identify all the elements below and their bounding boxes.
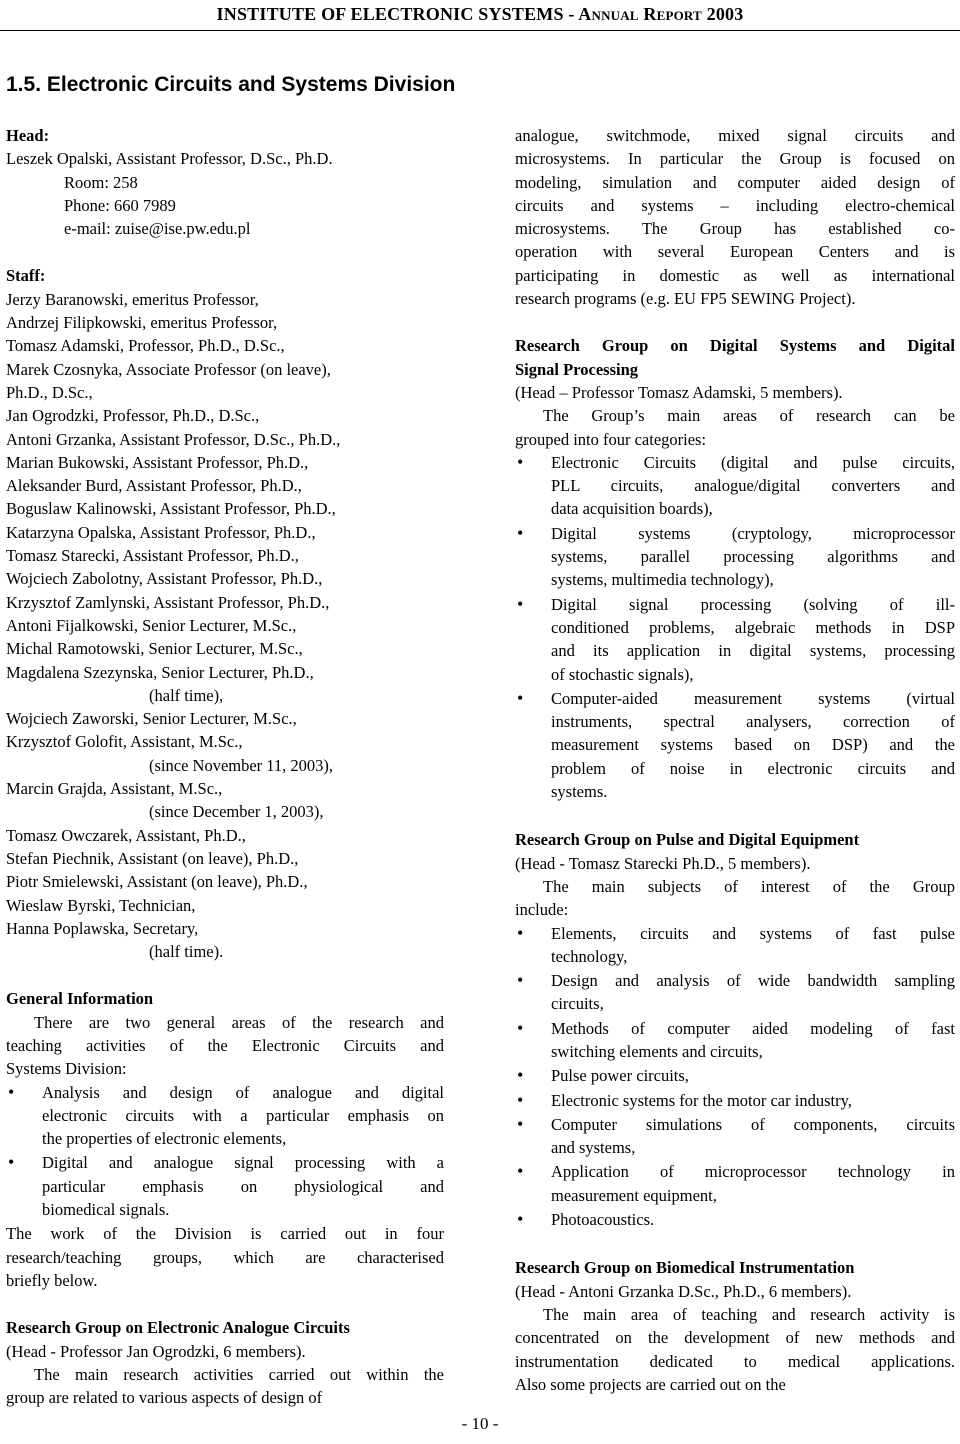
bullet-item	[515, 593, 955, 686]
biomedical-group-text	[515, 1303, 955, 1396]
bullet-item-text: and systems,	[551, 1138, 636, 1158]
staff-line: Krzysztof Golofit, Assistant, M.Sc.,	[6, 732, 243, 752]
staff-line: Antoni Fijalkowski, Senior Lecturer, M.Sc.,	[6, 615, 297, 635]
staff-line: Andrzej Filipkowski, emeritus Professor,	[6, 313, 278, 333]
staff-line: (half time),	[149, 685, 224, 705]
bullet-item-text: circuits,	[551, 994, 604, 1014]
bullet-item	[515, 1089, 955, 1112]
staff-label: Staff:	[6, 266, 46, 286]
digital-intro-line: grouped into four categories:	[515, 429, 707, 449]
staff-line: Piotr Smielewski, Assistant (on leave), Ph.D.,	[6, 872, 308, 892]
biomedical-group-head: (Head - Antoni Grzanka D.Sc., Ph.D., 6 members).	[515, 1281, 852, 1301]
section-title: 1.5. Electronic Circuits and Systems Division	[6, 73, 456, 96]
staff-line: Michal Ramotowski, Senior Lecturer, M.Sc.,	[6, 639, 303, 659]
bullet-item	[6, 1081, 444, 1151]
analogue-group-head: (Head - Professor Jan Ogrodzki, 6 members).	[6, 1341, 306, 1361]
biomedical-text-line: The main area of teaching and research activity is	[543, 1304, 955, 1324]
bullet-item	[515, 922, 955, 969]
digital-group-head: (Head – Professor Tomasz Adamski, 5 members).	[515, 382, 843, 402]
analogue-group-text	[6, 1363, 444, 1410]
staff-line: Antoni Grzanka, Assistant Professor, D.Sc., Ph.D.,	[6, 429, 341, 449]
right-column	[515, 124, 955, 1396]
staff-line: Wojciech Zabolotny, Assistant Professor, Ph.D.,	[6, 569, 323, 589]
general-outro-line: research/teaching groups, which are characterised	[6, 1247, 444, 1267]
analogue-continued-line: modeling, simulation and computer aided design of	[515, 172, 955, 192]
pulse-intro-line: The main subjects of interest of the Group	[543, 876, 955, 896]
bullet-item	[515, 969, 955, 1016]
staff-line: (since November 11, 2003),	[149, 755, 334, 775]
bullet-item-text: particular emphasis on physiological and	[42, 1176, 444, 1196]
bullet-item-text: systems, parallel processing algorithms and	[551, 547, 955, 567]
general-outro	[6, 1222, 444, 1292]
analogue-continued-line: microsystems. In particular the Group is focused on	[515, 149, 955, 169]
analogue-text-line: group are related to various aspects of design of	[6, 1388, 323, 1408]
bullet-item-text: technology,	[551, 946, 628, 966]
digital-bullet-list	[515, 451, 955, 803]
bullet-item	[515, 451, 955, 521]
bullet-item	[515, 1208, 955, 1231]
bullet-item-text: systems.	[551, 782, 608, 802]
analogue-group-text-continued	[515, 124, 955, 310]
analogue-text-line: The main research activities carried out within the	[34, 1364, 444, 1384]
bullet-item-text: problem of noise in electronic circuits and	[551, 758, 955, 778]
pulse-group-head: (Head - Tomasz Starecki Ph.D., 5 members).	[515, 853, 811, 873]
head-email[interactable]: e-mail: zuise@ise.pw.edu.pl	[64, 219, 251, 239]
bullet-item-text: • Design and analysis of wide bandwidth sampling	[551, 971, 955, 991]
staff-line: Wojciech Zaworski, Senior Lecturer, M.Sc.,	[6, 709, 297, 729]
general-outro-line: briefly below.	[6, 1270, 98, 1290]
bullet-item-text: • Elements, circuits and systems of fast pulse	[551, 923, 955, 943]
bullet-item-text: • Photoacoustics.	[551, 1210, 655, 1230]
general-intro-line: teaching activities of the Electronic Circuits and	[6, 1035, 444, 1055]
bullet-item-text: and its application in digital systems, processing	[551, 641, 955, 661]
bullet-item-text: • Electronic systems for the motor car industry,	[551, 1090, 852, 1110]
left-column	[6, 124, 444, 1409]
head-room: Room: 258	[64, 172, 138, 192]
staff-line: Jerzy Baranowski, emeritus Professor,	[6, 289, 259, 309]
analogue-continued-line: microsystems. The Group has established co-	[515, 219, 955, 239]
biomedical-text-line: Also some projects are carried out on the	[515, 1374, 786, 1394]
staff-line: Wieslaw Byrski, Technician,	[6, 895, 196, 915]
bullet-item	[515, 1017, 955, 1064]
bullet-item-text: conditioned problems, algebraic methods in DSP	[551, 617, 955, 637]
general-info-heading: General Information	[6, 989, 154, 1009]
digital-intro-line: The Group’s main areas of research can be	[543, 406, 955, 426]
staff-line: Hanna Poplawska, Secretary,	[6, 918, 199, 938]
bullet-item-text: biomedical signals.	[42, 1200, 170, 1220]
staff-line: Tomasz Starecki, Assistant Professor, Ph.D.,	[6, 546, 299, 566]
staff-line: Ph.D., D.Sc.,	[6, 382, 93, 402]
bullet-item	[515, 1113, 955, 1160]
page-number: - 10 -	[461, 1414, 499, 1433]
analogue-continued-line: research programs (e.g. EU FP5 SEWING Project).	[515, 289, 856, 309]
bullet-item-text: • Methods of computer aided modeling of fast	[551, 1018, 955, 1038]
digital-title-line: Signal Processing	[515, 359, 639, 379]
staff-line: Katarzyna Opalska, Assistant Professor, Ph.D.,	[6, 522, 316, 542]
pulse-bullet-list	[515, 922, 955, 1232]
bullet-item-text: of stochastic signals),	[551, 664, 694, 684]
bullet-item	[6, 1151, 444, 1221]
general-intro	[6, 1011, 444, 1081]
head-phone: Phone: 660 7989	[64, 195, 176, 215]
bullet-item	[515, 522, 955, 592]
pulse-group-heading: Research Group on Pulse and Digital Equipment	[515, 830, 860, 850]
bullet-item-text: • Electronic Circuits (digital and pulse circuits,	[551, 452, 955, 472]
staff-line: Marek Czosnyka, Associate Professor (on leave),	[6, 359, 331, 379]
staff-line: Stefan Piechnik, Assistant (on leave), Ph.D.,	[6, 848, 299, 868]
head-name: Leszek Opalski, Assistant Professor, D.Sc., Ph.D.	[6, 149, 333, 169]
staff-list	[6, 288, 444, 964]
digital-group-intro	[515, 404, 955, 451]
analogue-group-heading: Research Group on Electronic Analogue Circuits	[6, 1318, 350, 1338]
bullet-item-text: measurement systems based on DSP) and the	[551, 735, 955, 755]
bullet-item	[515, 1064, 955, 1087]
staff-line: Marian Bukowski, Assistant Professor, Ph.D.,	[6, 452, 309, 472]
staff-line: Boguslaw Kalinowski, Assistant Professor, Ph.D.,	[6, 499, 336, 519]
bullet-item-text: the properties of electronic elements,	[42, 1129, 287, 1149]
pulse-intro-line: include:	[515, 900, 569, 920]
bullet-item-text: instruments, spectral analysers, correction of	[551, 712, 955, 732]
staff-line: (half time).	[149, 942, 224, 962]
staff-line: Tomasz Owczarek, Assistant, Ph.D.,	[6, 825, 246, 845]
bullet-item-text: • Digital signal processing (solving of ill-	[551, 594, 955, 614]
analogue-continued-line: analogue, switchmode, mixed signal circuits and	[515, 126, 955, 145]
analogue-continued-line: participating in domestic as well as international	[515, 265, 955, 285]
biomedical-text-line: instrumentation dedicated to medical applications.	[515, 1351, 955, 1371]
bullet-item-text: measurement equipment,	[551, 1185, 717, 1205]
staff-line: Magdalena Szezynska, Senior Lecturer, Ph.D.,	[6, 662, 314, 682]
staff-line: Krzysztof Zamlynski, Assistant Professor, Ph.D.,	[6, 592, 330, 612]
staff-line: Jan Ogrodzki, Professor, Ph.D., D.Sc.,	[6, 406, 260, 426]
bullet-item-text: • Pulse power circuits,	[551, 1066, 689, 1086]
general-outro-line: The work of the Division is carried out in four	[6, 1224, 444, 1244]
analogue-continued-line: circuits and systems – including electro-chemical	[515, 195, 955, 215]
head-label: Head:	[6, 126, 50, 145]
bullet-item-text: electronic circuits with a particular emphasis on	[42, 1105, 444, 1125]
staff-line: Marcin Grajda, Assistant, M.Sc.,	[6, 779, 223, 799]
staff-line: (since December 1, 2003),	[149, 802, 324, 822]
bullet-item	[515, 1160, 955, 1207]
general-intro-line: There are two general areas of the research and	[34, 1012, 444, 1032]
general-bullet-list	[6, 1081, 444, 1222]
bullet-item-text: systems, multimedia technology),	[551, 570, 774, 590]
bullet-item-text: • Digital systems (cryptology, microprocessor	[551, 523, 955, 543]
bullet-item-text: PLL circuits, analogue/digital converters and	[551, 476, 955, 496]
bullet-item-text: • Computer-aided measurement systems (virtual	[551, 688, 955, 708]
biomedical-group-heading: Research Group on Biomedical Instrumentation	[515, 1258, 855, 1278]
bullet-item-text: • Computer simulations of components, circuits	[551, 1114, 955, 1134]
staff-line: Tomasz Adamski, Professor, Ph.D., D.Sc.,	[6, 336, 285, 356]
digital-group-heading	[515, 334, 955, 381]
bullet-item	[515, 687, 955, 803]
staff-line: Aleksander Burd, Assistant Professor, Ph.D.,	[6, 476, 302, 496]
bullet-item-text: • Analysis and design of analogue and digital	[42, 1082, 444, 1102]
bullet-item-text: • Digital and analogue signal processing with a	[42, 1153, 444, 1173]
general-intro-line: Systems Division:	[6, 1059, 127, 1079]
bullet-item-text: • Application of microprocessor technology in	[551, 1162, 955, 1182]
pulse-group-intro	[515, 875, 955, 922]
bullet-item-text: switching elements and circuits,	[551, 1041, 763, 1061]
analogue-continued-line: operation with several European Centers and is	[515, 242, 955, 262]
digital-title-line: Research Group on Digital Systems and Digital	[515, 336, 955, 356]
biomedical-text-line: concentrated on the development of new methods and	[515, 1328, 955, 1348]
report-header: INSTITUTE OF ELECTRONIC SYSTEMS - Annual Report 2003	[0, 0, 960, 31]
bullet-item-text: data acquisition boards),	[551, 499, 713, 519]
